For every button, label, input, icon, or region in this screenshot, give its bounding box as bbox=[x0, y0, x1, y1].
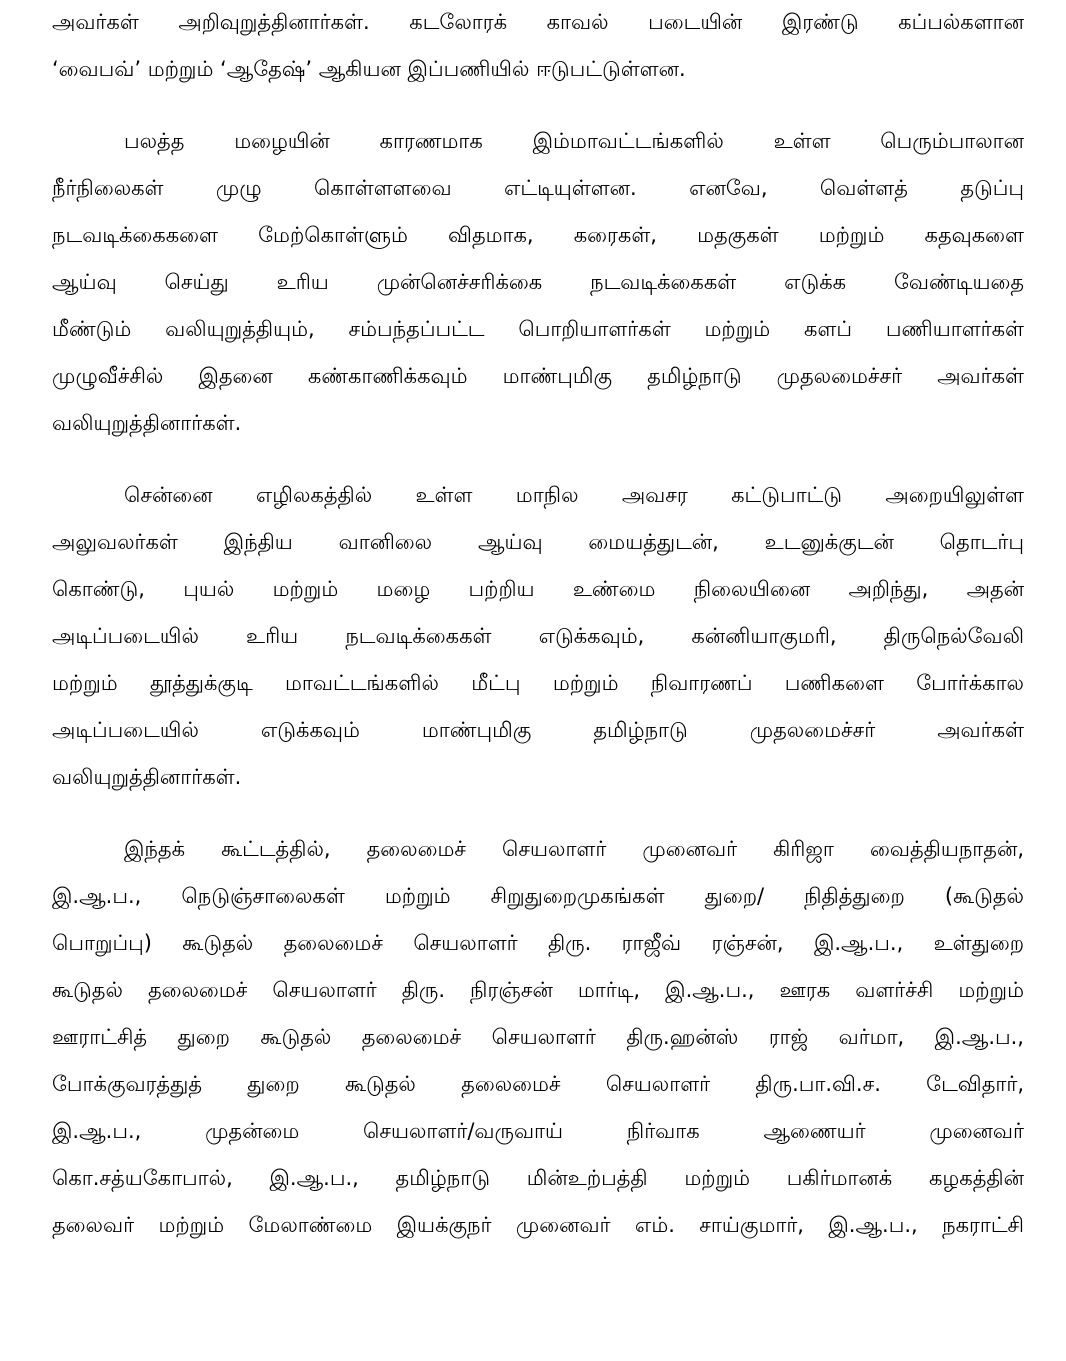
text-line: தலைவர் மற்றும் மேலாண்மை இயக்குநர் முனைவர் எம். சாய்குமார், இ.ஆ.ப., நகராட்சி bbox=[52, 1213, 1024, 1237]
text-line: நடவடிக்கைகளை மேற்கொள்ளும் விதமாக, கரைகள், மதகுகள் மற்றும் கதவுகளை bbox=[52, 223, 1024, 247]
text-line: வலியுறுத்தினார்கள். bbox=[52, 411, 242, 435]
text-line: அலுவலர்கள் இந்திய வானிலை ஆய்வு மையத்துடன், உடனுக்குடன் தொடர்பு bbox=[52, 530, 1024, 554]
text-line: அடிப்படையில் உரிய நடவடிக்கைகள் எடுக்கவும், கன்னியாகுமரி, திருநெல்வேலி bbox=[52, 624, 1024, 648]
text-line: முழுவீச்சில் இதனை கண்காணிக்கவும் மாண்புமிகு தமிழ்நாடு முதலமைச்சர் அவர்கள் bbox=[52, 364, 1024, 388]
text-line: ‘வைபவ்’ மற்றும் ‘ஆதேஷ்’ ஆகியன இப்பணியில் ஈடுபட்டுள்ளன. bbox=[52, 57, 686, 81]
text-line: மீண்டும் வலியுறுத்தியும், சம்பந்தப்பட்ட பொறியாளர்கள் மற்றும் களப் பணியாளர்கள் bbox=[52, 317, 1024, 341]
text-line: பொறுப்பு) கூடுதல் தலைமைச் செயலாளர் திரு. ராஜீவ் ரஞ்சன், இ.ஆ.ப., உள்துறை bbox=[52, 931, 1024, 955]
text-line: சென்னை எழிலகத்தில் உள்ள மாநில அவசர கட்டுபாட்டு அறையிலுள்ள bbox=[124, 483, 1024, 507]
text-line: ஆய்வு செய்து உரிய முன்னெச்சரிக்கை நடவடிக்கைகள் எடுக்க வேண்டியதை bbox=[52, 270, 1024, 294]
text-line: இந்தக் கூட்டத்தில், தலைமைச் செயலாளர் முனைவர் கிரிஜா வைத்தியநாதன், bbox=[124, 837, 1024, 861]
text-line: இ.ஆ.ப., நெடுஞ்சாலைகள் மற்றும் சிறுதுறைமுகங்கள் துறை/ நிதித்துறை (கூடுதல் bbox=[52, 884, 1024, 908]
text-line: கொண்டு, புயல் மற்றும் மழை பற்றிய உண்மை நிலையினை அறிந்து, அதன் bbox=[52, 577, 1024, 601]
text-line: நீர்நிலைகள் முழு கொள்ளளவை எட்டியுள்ளன. எனவே, வெள்ளத் தடுப்பு bbox=[52, 176, 1024, 200]
text-line: மற்றும் தூத்துக்குடி மாவட்டங்களில் மீட்பு மற்றும் நிவாரணப் பணிகளை போர்க்கால bbox=[52, 671, 1024, 695]
text-line: அடிப்படையில் எடுக்கவும் மாண்புமிகு தமிழ்நாடு முதலமைச்சர் அவர்கள் bbox=[52, 718, 1024, 742]
text-line: பலத்த மழையின் காரணமாக இம்மாவட்டங்களில் உள்ள பெரும்பாலான bbox=[124, 129, 1024, 153]
text-line: கொ.சத்யகோபால், இ.ஆ.ப., தமிழ்நாடு மின்உற்பத்தி மற்றும் பகிர்மானக் கழகத்தின் bbox=[52, 1166, 1024, 1190]
text-line: கூடுதல் தலைமைச் செயலாளர் திரு. நிரஞ்சன் மார்டி, இ.ஆ.ப., ஊரக வளர்ச்சி மற்றும் bbox=[52, 978, 1024, 1002]
text-line: ஊராட்சித் துறை கூடுதல் தலைமைச் செயலாளர் திரு.ஹன்ஸ் ராஜ் வர்மா, இ.ஆ.ப., bbox=[52, 1025, 1024, 1049]
text-line: போக்குவரத்துத் துறை கூடுதல் தலைமைச் செயலாளர் திரு.பா.வி.ச. டேவிதார், bbox=[52, 1072, 1024, 1096]
text-line: அவர்கள் அறிவுறுத்தினார்கள். கடலோரக் காவல் படையின் இரண்டு கப்பல்களான bbox=[52, 10, 1024, 34]
text-line: இ.ஆ.ப., முதன்மை செயலாளர்/வருவாய் நிர்வாக ஆணையர் முனைவர் bbox=[52, 1119, 1024, 1143]
text-line: வலியுறுத்தினார்கள். bbox=[52, 765, 242, 789]
